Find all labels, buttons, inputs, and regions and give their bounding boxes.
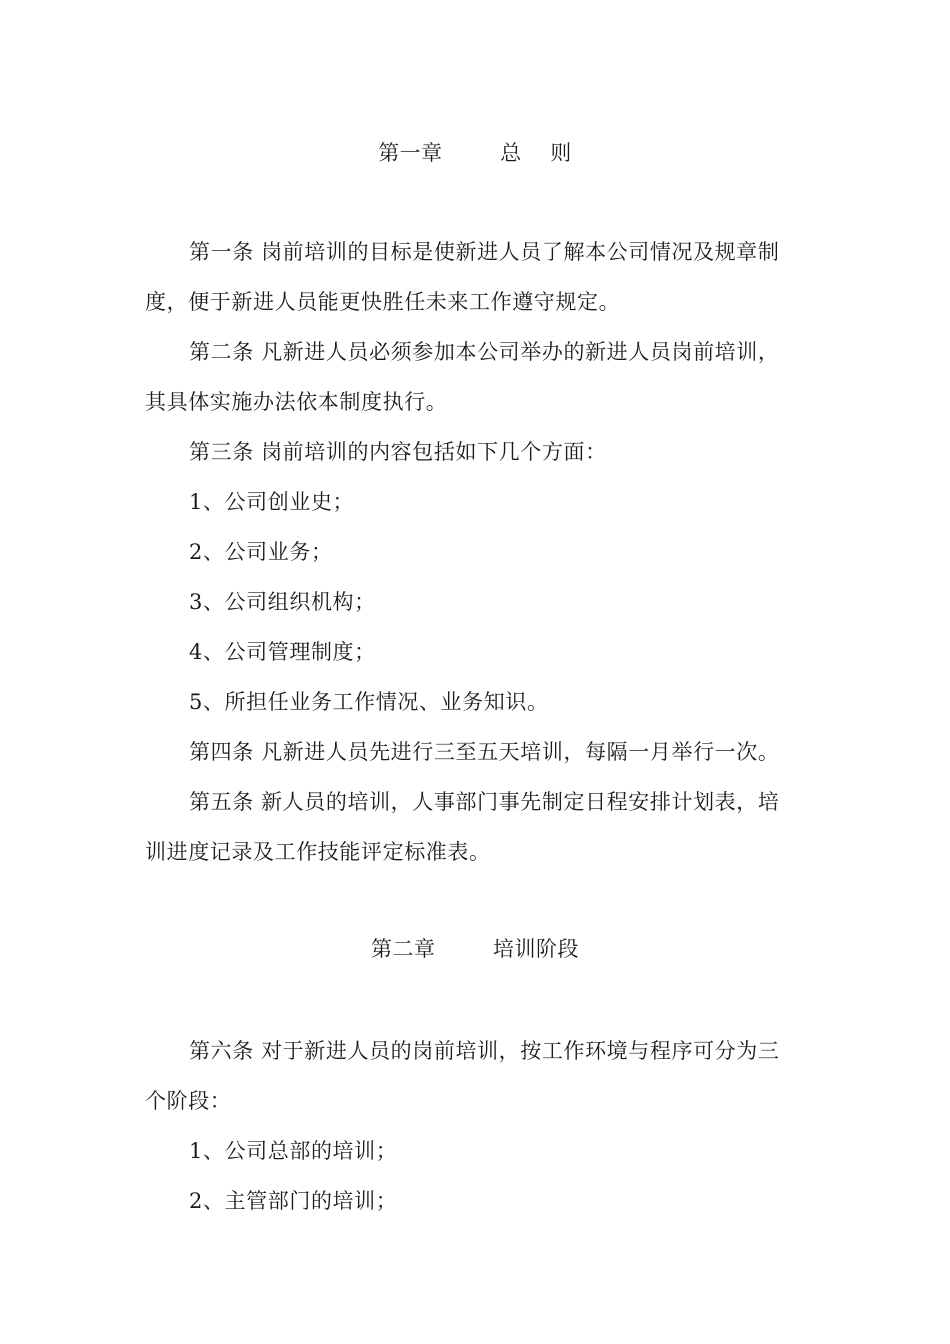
article-6-line-2: 个阶段：: [145, 1089, 232, 1113]
article-1-line-2: 度，便于新进人员能更快胜任未来工作遵守规定。: [145, 290, 621, 314]
chapter-1-heading: 第一章 总 则: [378, 141, 572, 165]
list-item-1: 1、公司创业史；: [189, 490, 355, 514]
article-2-line-1: 第二条 凡新进人员必须参加本公司举办的新进人员岗前培训，: [189, 340, 780, 364]
list-item-3: 3、公司组织机构；: [189, 590, 376, 614]
article-4-line-1: 第四条 凡新进人员先进行三至五天培训，每隔一月举行一次。: [189, 740, 780, 764]
article-1-line-1: 第一条 岗前培训的目标是使新进人员了解本公司情况及规章制: [189, 240, 780, 264]
chapter-2-heading: 第二章 培训阶段: [371, 937, 579, 961]
list-item-5: 5、所担任业务工作情况、业务知识。: [189, 690, 549, 714]
stage-item-1: 1、公司总部的培训；: [189, 1139, 398, 1163]
list-item-2: 2、公司业务；: [189, 540, 333, 564]
list-item-4: 4、公司管理制度；: [189, 640, 376, 664]
article-5-line-2: 训进度记录及工作技能评定标准表。: [145, 840, 491, 864]
article-2-line-2: 其具体实施办法依本制度执行。: [145, 390, 448, 414]
article-3-line-1: 第三条 岗前培训的内容包括如下几个方面：: [189, 440, 607, 464]
article-5-line-1: 第五条 新人员的培训，人事部门事先制定日程安排计划表，培: [189, 790, 780, 814]
article-6-line-1: 第六条 对于新进人员的岗前培训，按工作环境与程序可分为三: [189, 1039, 780, 1063]
stage-item-2: 2、主管部门的培训；: [189, 1189, 398, 1213]
